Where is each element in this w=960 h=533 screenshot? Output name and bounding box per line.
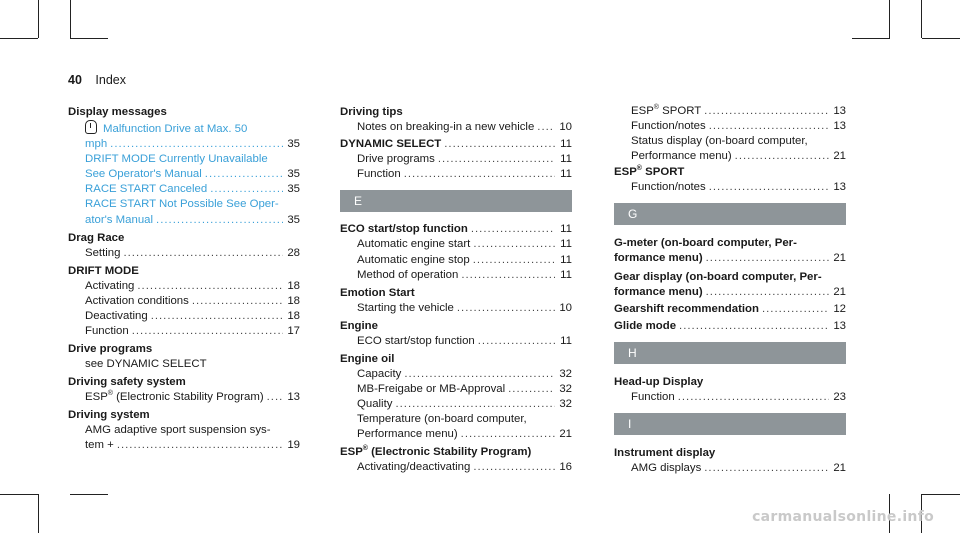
- watermark: carmanualsonline.info: [752, 509, 934, 525]
- crop-mark: [70, 38, 108, 39]
- index-link[interactable]: Drive programs ..... 11: [357, 152, 572, 167]
- index-link[interactable]: Glide mode ..... 13: [614, 319, 846, 334]
- index-link[interactable]: ESP® SPORT ..... 13: [631, 104, 846, 119]
- index-link[interactable]: DRIFT MODE Currently Unavailable: [85, 153, 268, 166]
- index-link[interactable]: Notes on breaking-in a new vehicle ..... 10: [357, 120, 572, 135]
- index-link[interactable]: formance menu) ..... 21: [614, 251, 846, 266]
- index-link[interactable]: Automatic engine start ..... 11: [357, 237, 572, 252]
- index-link[interactable]: formance menu) ..... 21: [614, 285, 846, 300]
- crop-mark: [38, 494, 39, 533]
- index-column-2: [340, 104, 572, 478]
- index-link[interactable]: AMG adaptive sport suspension sys-: [85, 424, 271, 437]
- index-link[interactable]: Starting the vehicle ..... 10: [357, 301, 572, 316]
- crop-mark: [889, 0, 890, 38]
- crop-mark: [0, 494, 38, 495]
- index-link[interactable]: Gearshift recommendation ..... 12: [614, 302, 846, 317]
- index-link[interactable]: Deactivating ..... 18: [85, 309, 300, 324]
- index-link[interactable]: See Operator's Manual ..... 35: [85, 167, 300, 182]
- index-link[interactable]: DYNAMIC SELECT ..... 11: [340, 137, 572, 152]
- index-link[interactable]: Status display (on-board computer,: [631, 135, 808, 148]
- index-link[interactable]: Automatic engine stop ..... 11: [357, 253, 572, 268]
- index-link[interactable]: Function ..... 11: [357, 167, 572, 182]
- index-link[interactable]: MB-Freigabe or MB-Approval ..... 32: [357, 382, 572, 397]
- index-link[interactable]: Activating/deactivating ..... 16: [357, 460, 572, 475]
- index-link[interactable]: Activation conditions ..... 18: [85, 294, 300, 309]
- index-link[interactable]: Method of operation ..... 11: [357, 268, 572, 283]
- letter-header-i: I: [614, 413, 846, 435]
- index-link[interactable]: Function ..... 17: [85, 324, 300, 339]
- index-entry: Emotion Start Starting the vehicle ..... 10: [340, 285, 572, 316]
- index-entry: [614, 302, 846, 317]
- index-link[interactable]: mph ..... 35: [85, 137, 300, 152]
- crop-mark: [921, 0, 922, 38]
- index-column-3: [614, 104, 846, 478]
- index-entry: Engine ECO start/stop function ..... 11: [340, 318, 572, 349]
- engine-warning-icon: [85, 120, 97, 134]
- index-link[interactable]: Function/notes ..... 13: [631, 119, 846, 134]
- index-column-1: [68, 104, 300, 456]
- index-entry: DRIFT MODE Activating ..... 18 Activation conditions ..... 18 Deactivating ..... 18 Function ..... 17: [68, 263, 300, 339]
- letter-header-h: H: [614, 342, 846, 364]
- index-entry: Instrument display AMG displays ..... 21: [614, 445, 846, 476]
- crop-mark: [38, 0, 39, 38]
- index-see-ref[interactable]: see DYNAMIC SELECT: [85, 358, 207, 371]
- page-number: 40: [68, 73, 82, 87]
- index-link[interactable]: Performance menu) ..... 21: [631, 149, 846, 164]
- index-link[interactable]: ESP® (Electronic Stability Program) ..... 13: [85, 390, 300, 405]
- index-link[interactable]: Setting ..... 28: [85, 246, 300, 261]
- index-entry: [614, 319, 846, 334]
- entry-title: Display messages: [68, 106, 167, 118]
- index-link[interactable]: RACE START Not Possible See Oper-: [85, 198, 279, 211]
- index-entry: Drive programs see DYNAMIC SELECT: [68, 341, 300, 372]
- index-entry: Driving tips Notes on breaking-in a new vehicle ..... 10: [340, 104, 572, 135]
- index-link[interactable]: Function/notes ..... 13: [631, 180, 846, 195]
- index-link[interactable]: tem + ..... 19: [85, 438, 300, 453]
- index-link[interactable]: Malfunction Drive at Max. 50: [85, 120, 300, 137]
- letter-header-g: G: [614, 203, 846, 225]
- index-link[interactable]: Function ..... 23: [631, 390, 846, 405]
- crop-mark: [70, 0, 71, 38]
- index-entry: G-meter (on-board computer, Per- formance menu) ..... 21: [614, 235, 846, 266]
- index-entry: Driving safety system ESP® (Electronic Stability Program) ..... 13: [68, 374, 300, 405]
- index-link[interactable]: Capacity ..... 32: [357, 367, 572, 382]
- index-link[interactable]: ECO start/stop function ..... 11: [340, 222, 572, 237]
- crop-mark: [0, 38, 38, 39]
- index-entry: Head-up Display Function ..... 23: [614, 374, 846, 405]
- index-link[interactable]: AMG displays ..... 21: [631, 461, 846, 476]
- crop-mark: [922, 494, 960, 495]
- index-entry: Driving system AMG adaptive sport suspension sys- tem + ..... 19: [68, 407, 300, 453]
- crop-mark: [70, 494, 108, 495]
- index-entry: [340, 137, 572, 182]
- index-entry: Drag Race Setting ..... 28: [68, 230, 300, 261]
- index-link[interactable]: RACE START Canceled ..... 35: [85, 182, 300, 197]
- index-link[interactable]: Performance menu) ..... 21: [357, 427, 572, 442]
- index-link[interactable]: ator's Manual ..... 35: [85, 213, 300, 228]
- section-title: Index: [95, 73, 126, 87]
- index-entry: [340, 222, 572, 282]
- index-entry: ESP® (Electronic Stability Program) Activating/deactivating ..... 16: [340, 444, 572, 475]
- letter-header-e: E: [340, 190, 572, 212]
- crop-mark: [922, 38, 960, 39]
- index-link[interactable]: ECO start/stop function ..... 11: [357, 334, 572, 349]
- index-link[interactable]: Temperature (on-board computer,: [357, 413, 527, 426]
- page-header: [68, 73, 126, 87]
- index-entry: ESP® SPORT Function/notes ..... 13: [614, 164, 846, 195]
- index-entry: [68, 104, 300, 228]
- crop-mark: [852, 38, 890, 39]
- index-link[interactable]: Quality ..... 32: [357, 397, 572, 412]
- index-entry: Gear display (on-board computer, Per- formance menu) ..... 21: [614, 269, 846, 300]
- index-link[interactable]: Activating ..... 18: [85, 279, 300, 294]
- index-entry: Engine oil Capacity ..... 32 MB-Freigabe or MB-Approval ..... 32 Quality ..... 32 Temperature (on-board computer, Performance menu) ..... 21: [340, 351, 572, 442]
